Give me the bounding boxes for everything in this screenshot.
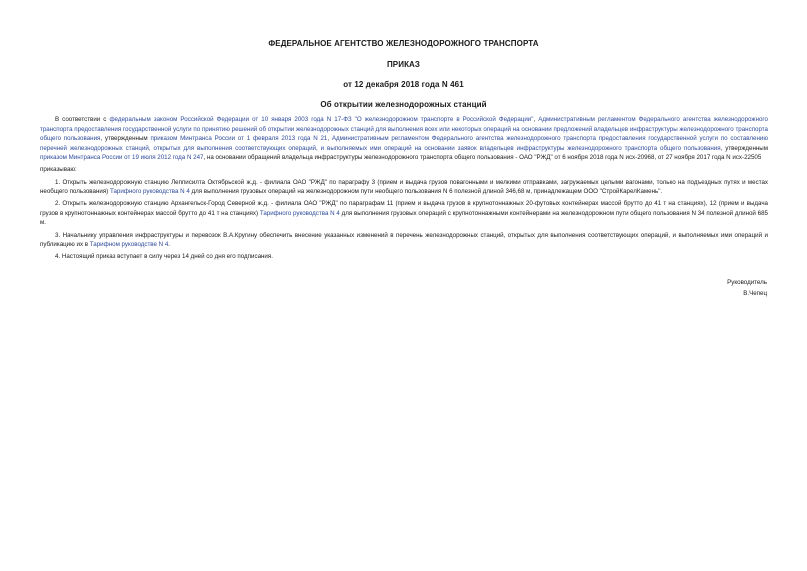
order-word: приказываю:: [40, 166, 77, 174]
tariff-guide-link[interactable]: Тарифного руководства N 4: [109, 188, 190, 196]
item-2-paragraph: [40, 199, 768, 228]
admin-regulation-2-link[interactable]: Административным регламентом Федерального агентства железнодорожного транспорта предоставления государственной услуги по составлению перечней железнодорожных станций, открытых для выполнения соответствующих операций, и выполняемых ими операций на основании заявок владельцев инфраструктуры железнодорожного транспорта общего пользования: [40, 135, 768, 152]
item-1-text: для выполнения грузовых операций на железнодорожном пути необщего пользования N 6 полезной длиной 346,68 м, принадлежащем ООО "СтройКарелКамень".: [189, 188, 663, 196]
item-1-paragraph: [40, 178, 768, 197]
preamble-text: , на основании обращений владельца инфраструктуры железнодорожного транспорта общего пользования - ОАО "РЖД" от 6 ноября 2018 года N исх-20968, от 27 ноября 2017 года N исх-22505: [203, 154, 762, 162]
federal-law-link[interactable]: федеральным законом Российской Федерации от 10 января 2003 года N 17-ФЗ "О железнодорожном транспорте в Российской Федерации": [109, 116, 534, 123]
preamble-text: , утвержденным: [720, 144, 768, 152]
document-type: ПРИКАЗ: [386, 60, 421, 69]
item-3-text: 3. Начальнику управления инфраструктуры и перевозок В.А.Кругину обеспечить внесение указанных изменений в перечень железнодорожных станций, открытых для выполнения соответствующих операций, и выполняемых ими операций и публикацию их в: [40, 231, 768, 249]
item-2-text: 2. Открыть железнодорожную станцию Архангельск-Город Северной ж.д. - филиала ОАО "РЖД" по параграфам 11 (прием и выдача грузов в крупнотоннажных 20-футовых контейнерах массой брутто до 41 т на станциях), 12 (прием и выдача грузов в крупнотоннажных контейнерах массой брутто до 41 т на станциях): [40, 200, 768, 217]
signatory-position: Руководитель: [727, 279, 767, 286]
item-3-text: .: [168, 241, 171, 249]
signature-block: [727, 277, 767, 299]
admin-regulation-link[interactable]: Административным регламентом Федерального агентства железнодорожного транспорта предоставления государственной услуги по принятию решений об открытии железнодорожных станций для выполнения всех или некоторых операций на основании предложений владельцев инфраструктуры железнодорожного транспорта общего пользования: [40, 116, 768, 143]
preamble-text: , утвержденным: [100, 135, 151, 143]
preamble-text: ,: [533, 116, 539, 123]
item-2-text: для выполнения грузовых операций с крупнотоннажными контейнерами на железнодорожном пути общего пользования N 34 полезной длиной 685 м.: [40, 209, 768, 227]
tariff-guide-link[interactable]: Тарифном руководстве N 4: [89, 241, 169, 249]
mintrans-order-21-link[interactable]: приказом Минтранса России от 1 февраля 2013 года N 21: [150, 135, 328, 143]
mintrans-order-247-link[interactable]: приказом Минтранса России от 19 июля 2012 года N 247: [40, 154, 204, 162]
item-4-paragraph: 4. Настоящий приказ вступает в силу через 14 дней со дня его подписания.: [55, 253, 273, 261]
preamble-paragraph: [40, 115, 768, 163]
agency-heading: ФЕДЕРАЛЬНОЕ АГЕНТСТВО ЖЕЛЕЗНОДОРОЖНОГО ТРАНСПОРТА: [268, 39, 539, 48]
tariff-guide-link[interactable]: Тарифного руководства N 4: [259, 209, 340, 217]
item-3-paragraph: [40, 231, 768, 250]
document-body: [40, 115, 768, 262]
document-title: Об открытии железнодорожных станций: [320, 100, 487, 109]
signatory-name: В.Чепец: [743, 290, 767, 297]
document-date-number: от 12 декабря 2018 года N 461: [343, 80, 464, 89]
preamble-text: ,: [327, 135, 332, 143]
item-1-text: 1. Открыть железнодорожную станцию Лепписилта Октябрьской ж.д. - филиала ОАО "РЖД" по параграфу 3 (прием и выдача грузов повагонными и мелкими отправками, загружаемых целыми вагонами, только на подъездных путях и местах необщего пользования): [40, 178, 768, 196]
preamble-text: В соответствии с: [55, 116, 110, 123]
